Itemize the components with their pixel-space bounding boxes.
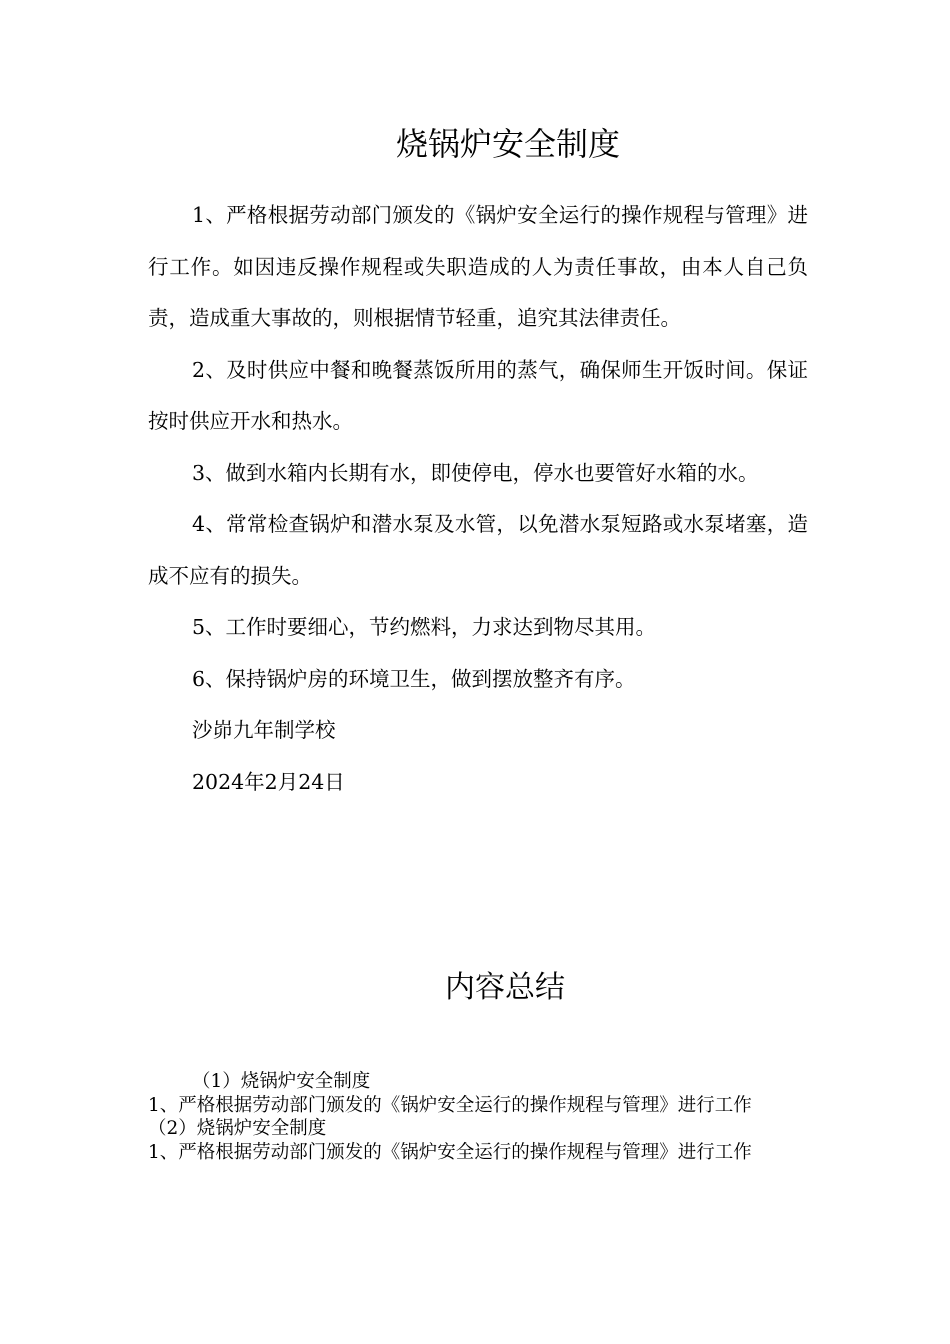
paragraph-6: 6、保持锅炉房的环境卫生，做到摆放整齐有序。 — [192, 666, 636, 691]
summary-item — [148, 1070, 808, 1117]
paragraph-2: 2、及时供应中餐和晚餐蒸饭所用的蒸气，确保师生开饭时间。保证按时供应开水和热水。 — [148, 357, 808, 433]
summary-title: 内容总结 — [445, 970, 565, 1005]
summary-list — [148, 1070, 808, 1164]
document-date: 2024年2月24日 — [192, 769, 345, 794]
school-name: 沙峁九年制学校 — [192, 718, 336, 742]
document-title: 烧锅炉安全制度 — [395, 125, 620, 163]
paragraph-3: 3、做到水箱内长期有水，即使停电，停水也要管好水箱的水。 — [192, 460, 759, 485]
paragraph-1: 1、严格根据劳动部门颁发的《锅炉安全运行的操作规程与管理》进行工作。如因违反操作规程或失职造成的人为责任事故，由本人自己负责，造成重大事故的，则根据情节轻重，追究其法律责任。 — [148, 203, 808, 330]
summary-item-heading: （1）烧锅炉安全制度 — [192, 1071, 371, 1092]
paragraph-4: 4、常常检查锅炉和潜水泵及水管，以免潜水泵短路或水泵堵塞，造成不应有的损失。 — [148, 512, 808, 588]
summary-item-text: 1、严格根据劳动部门颁发的《锅炉安全运行的操作规程与管理》进行工作 — [148, 1141, 752, 1163]
document-body — [148, 190, 808, 808]
summary-item-text: 1、严格根据劳动部门颁发的《锅炉安全运行的操作规程与管理》进行工作 — [148, 1094, 752, 1116]
paragraph-5: 5、工作时要细心，节约燃料，力求达到物尽其用。 — [192, 615, 657, 639]
summary-item — [148, 1117, 808, 1164]
summary-item-heading: （2）烧锅炉安全制度 — [148, 1118, 327, 1139]
